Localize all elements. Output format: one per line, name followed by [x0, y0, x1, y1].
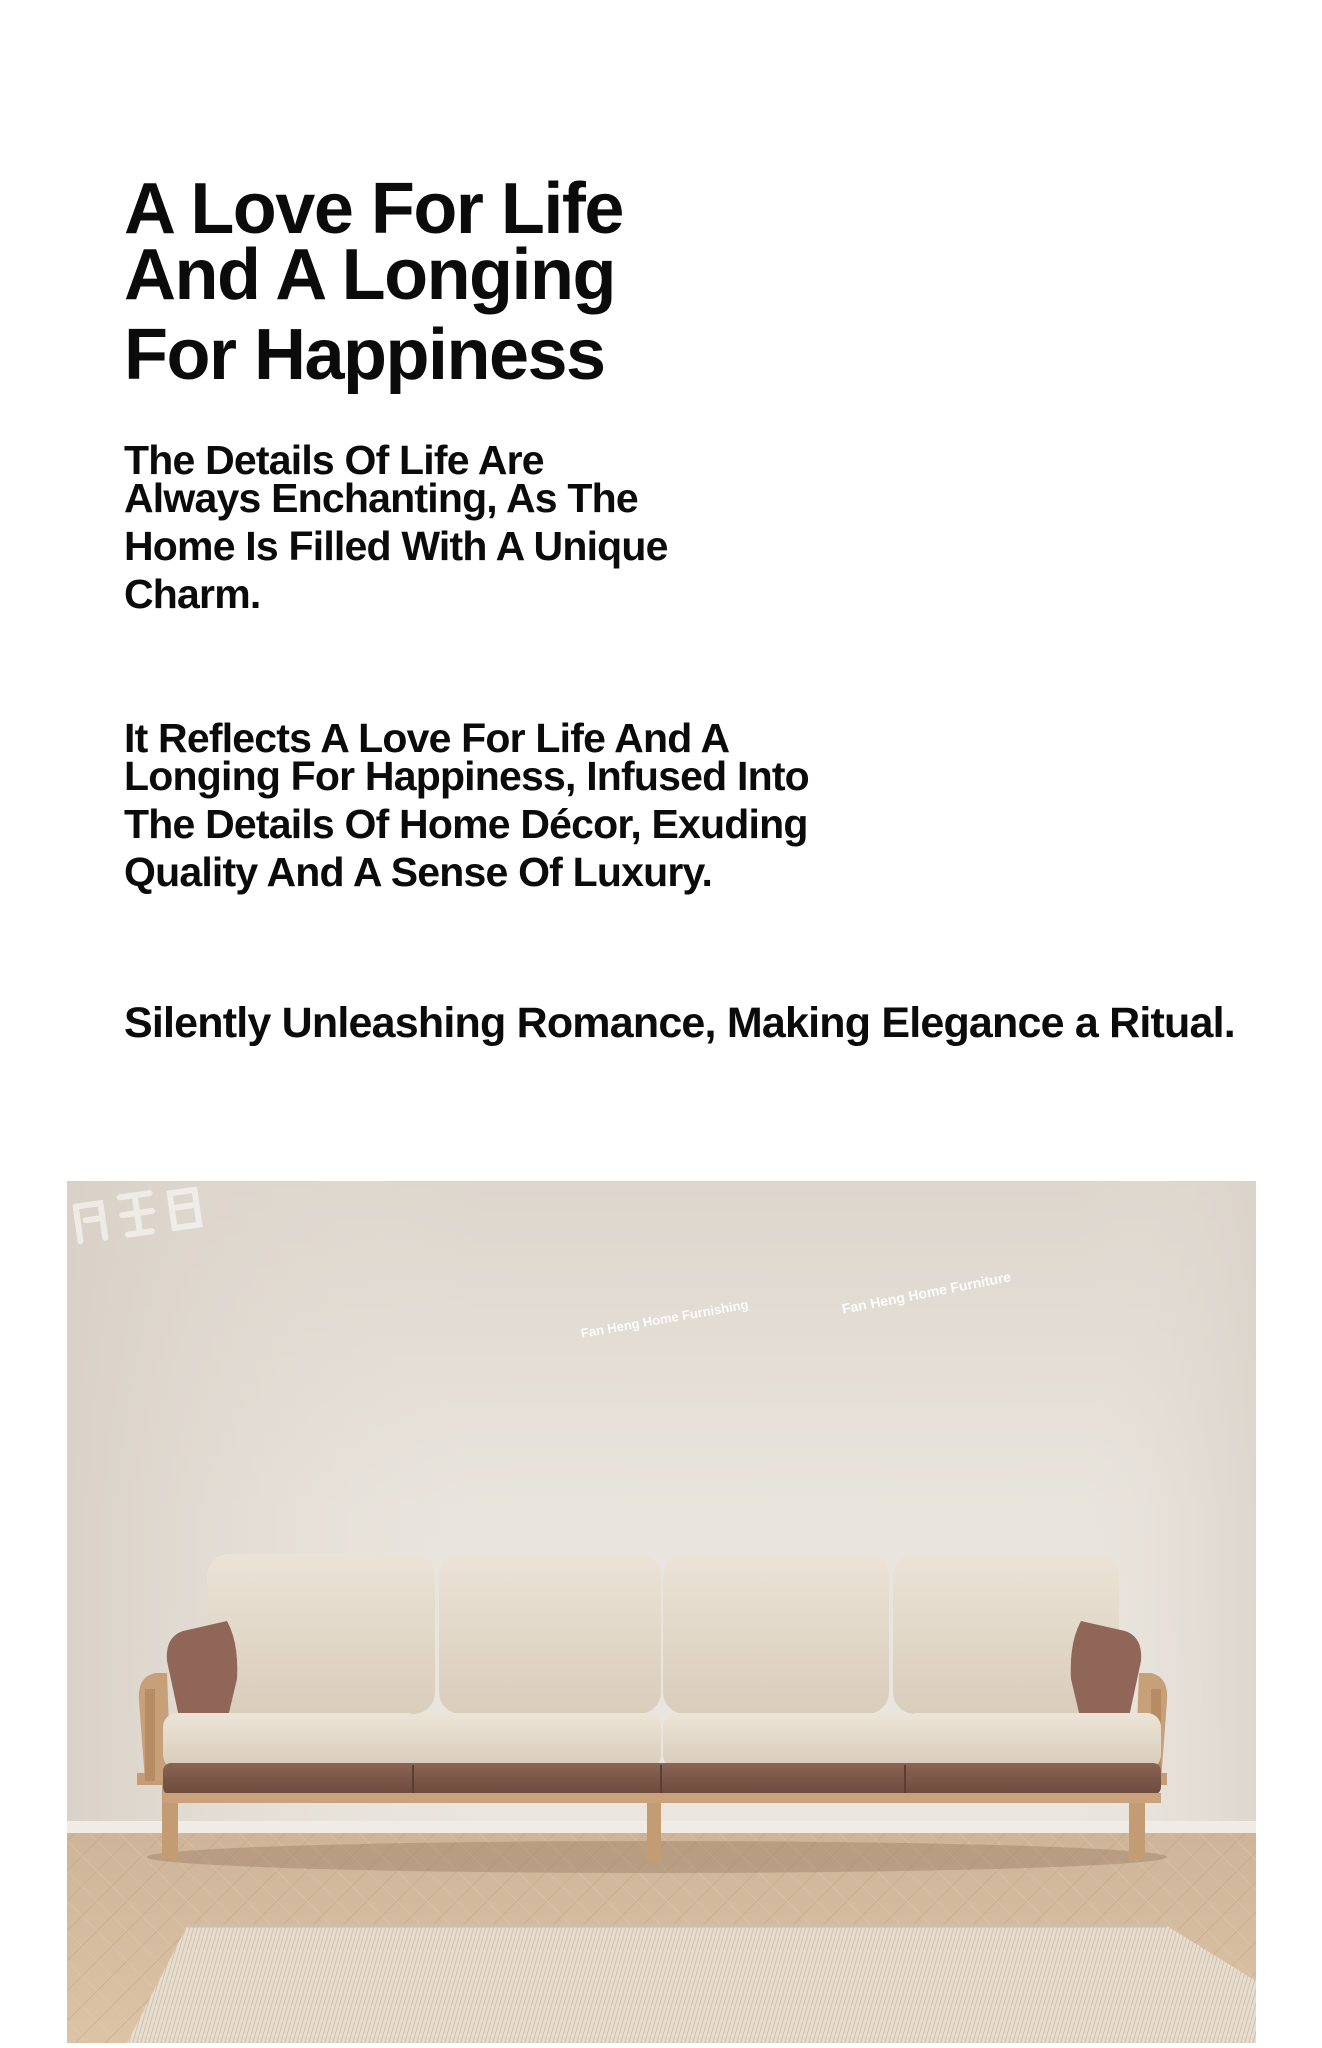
watermark-text: Fan Heng Home Furnishing	[579, 1296, 750, 1341]
sofa-photo	[67, 1181, 1256, 2043]
tagline: Silently Unleashing Romance, Making Elegance a Ritual.	[124, 999, 1235, 1047]
paragraph-line: Longing For Happiness, Infused Into	[124, 753, 809, 799]
intro-paragraph	[124, 437, 764, 617]
page-headline	[124, 169, 724, 395]
paragraph-line: Charm.	[124, 571, 261, 617]
headline-line: For Happiness	[124, 315, 605, 395]
paragraph-line: The Details Of Life Are	[124, 437, 544, 483]
paragraph-line: Home Is Filled With A Unique	[124, 523, 668, 569]
description-paragraph	[124, 715, 904, 895]
sofa-illustration	[67, 1181, 1256, 2043]
headline-line: A Love For Life	[124, 169, 623, 249]
paragraph-line: Quality And A Sense Of Luxury.	[124, 849, 713, 895]
headline-line: And A Longing	[124, 235, 616, 315]
watermark-text: Fan Heng Home Furniture	[840, 1268, 1013, 1317]
paragraph-line: The Details Of Home Décor, Exuding	[124, 801, 808, 847]
paragraph-line: Always Enchanting, As The	[124, 475, 638, 521]
paragraph-line: It Reflects A Love For Life And A	[124, 715, 730, 761]
